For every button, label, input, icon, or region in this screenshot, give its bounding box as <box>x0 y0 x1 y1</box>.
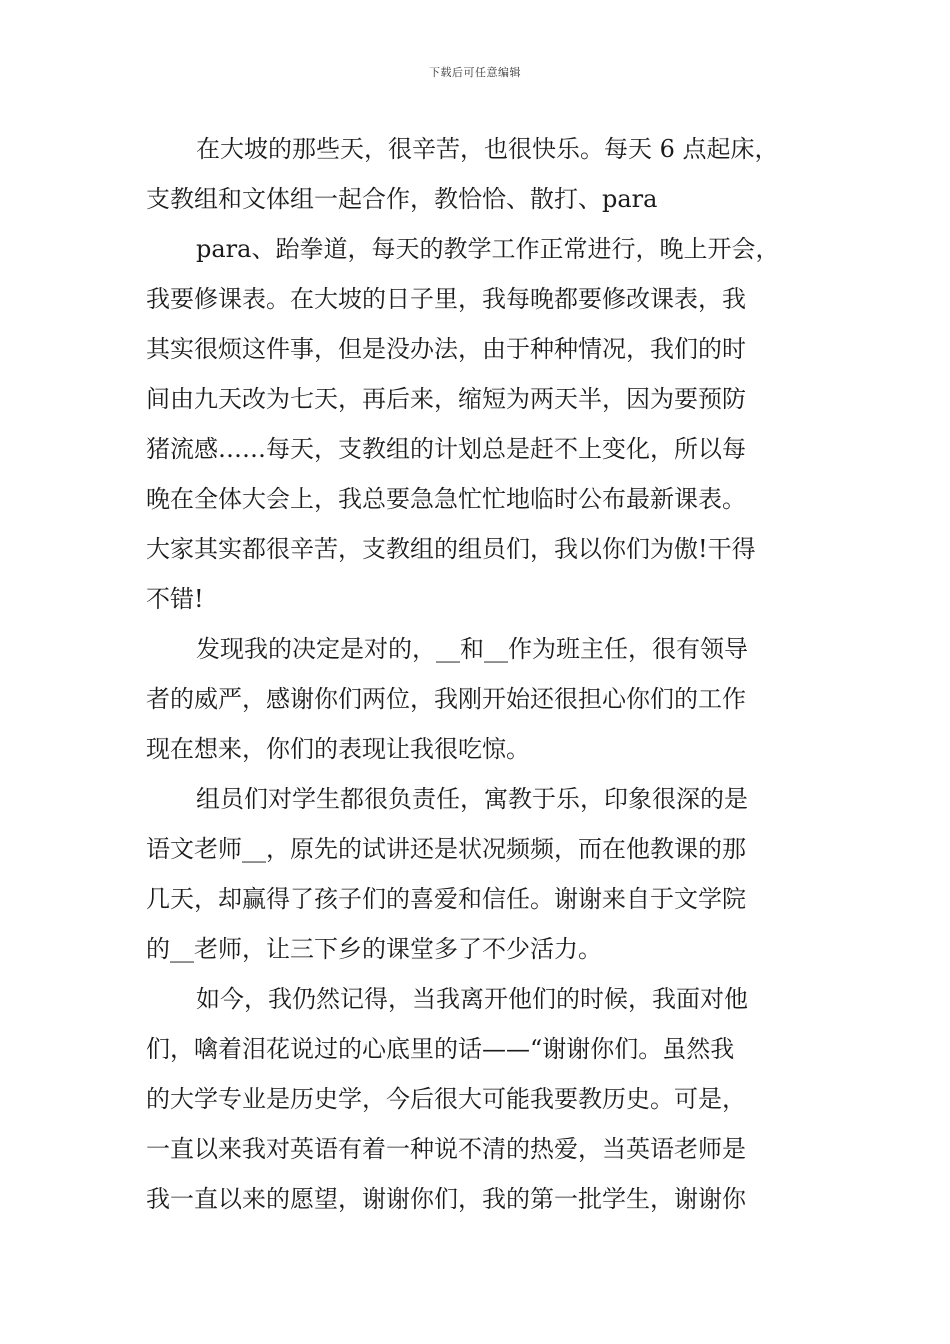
text-line: 不错! <box>146 585 204 613</box>
text-line: 几天，却赢得了孩子们的喜爱和信任。谢谢来自于文学院 <box>146 885 746 913</box>
text-line: 们，噙着泪花说过的心底里的话——“谢谢你们。虽然我 <box>146 1035 735 1063</box>
text-line: 如今，我仍然记得，当我离开他们的时候，我面对他 <box>196 985 748 1013</box>
text-line: 的__老师，让三下乡的课堂多了不少活力。 <box>146 935 602 963</box>
text-line: 者的威严，感谢你们两位，我刚开始还很担心你们的工作 <box>146 685 746 713</box>
text-line: 间由九天改为七天，再后来，缩短为两天半，因为要预防 <box>146 385 746 413</box>
text-line: 现在想来，你们的表现让我很吃惊。 <box>146 735 530 763</box>
text-line: 的大学专业是历史学，今后很大可能我要教历史。可是， <box>146 1085 746 1113</box>
text-line: 我要修课表。在大坡的日子里，我每晚都要修改课表，我 <box>146 285 746 313</box>
text-line: 我一直以来的愿望，谢谢你们，我的第一批学生，谢谢你 <box>146 1185 746 1213</box>
text-line: 组员们对学生都很负责任，寓教于乐，印象很深的是 <box>196 785 748 813</box>
text-line: 大家其实都很辛苦，支教组的组员们，我以你们为傲!干得 <box>146 535 756 563</box>
text-line: 发现我的决定是对的，__和__作为班主任，很有领导 <box>196 635 748 663</box>
text-line: 语文老师__，原先的试讲还是状况频频，而在他教课的那 <box>146 835 746 863</box>
text-line: 其实很烦这件事，但是没办法，由于种种情况，我们的时 <box>146 335 746 363</box>
text-line: 猪流感……每天，支教组的计划总是赶不上变化，所以每 <box>146 435 746 463</box>
text-line: 一直以来我对英语有着一种说不清的热爱，当英语老师是 <box>146 1135 746 1163</box>
text-line: 支教组和文体组一起合作，教恰恰、散打、para <box>146 185 658 213</box>
text-line: 晚在全体大会上，我总要急急忙忙地临时公布最新课表。 <box>146 485 746 513</box>
text-line: para、跆拳道，每天的教学工作正常进行，晚上开会， <box>196 235 780 263</box>
text-line: 在大坡的那些天，很辛苦，也很快乐。每天 6 点起床， <box>196 135 779 163</box>
page-header-note: 下载后可任意编辑 <box>429 66 521 79</box>
